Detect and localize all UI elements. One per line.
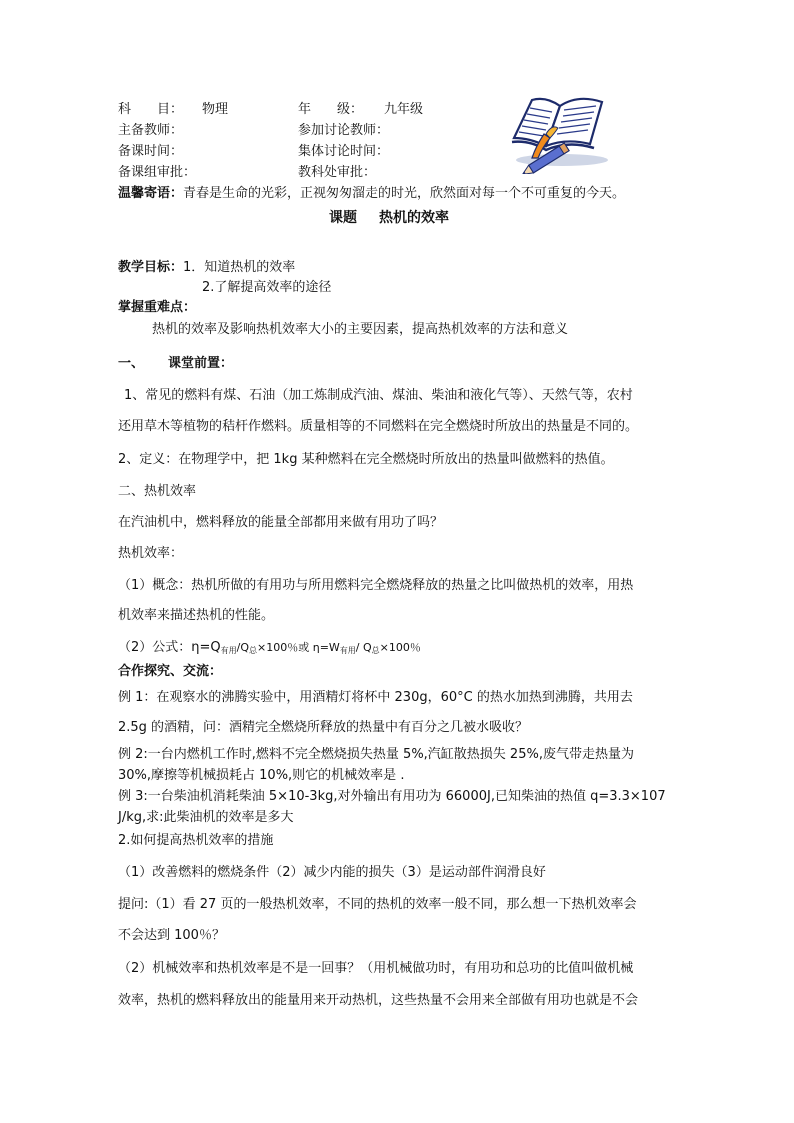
concept-line-1: （1）概念：热机所做的有用功与所用燃料完全燃烧释放的热量之比叫做热机的效率，用热	[118, 578, 634, 593]
page-title	[329, 207, 449, 227]
goal-item-2: 2.了解提高效率的途径	[202, 280, 332, 295]
cooperation-label: 合作探究、交流：	[118, 664, 223, 679]
example-3-line-1: 例 3:一台柴油机消耗柴油 5×10-3kg,对外输出有用功为 66000J,已知柴油的热值 q=3.3×107	[118, 789, 666, 804]
example-2-line-2: 30%,摩擦等机械损耗占 10%,则它的机械效率是 .	[118, 768, 405, 783]
prep-time-label: 备课时间：	[118, 144, 184, 159]
grade-value: 九年级	[384, 102, 424, 117]
efficiency-label: 热机效率：	[118, 546, 184, 561]
subject-value: 物理	[202, 102, 229, 117]
paragraph-1-line-1: 1、常见的燃料有煤、石油（加工炼制成汽油、煤油、柴油和液化气等）、天然气等，农村	[124, 388, 633, 403]
example-2-line-1: 例 2:一台内燃机工作时,燃料不完全燃烧损失热量 5%,汽缸散热损失 25%,废气带走热量为	[118, 747, 634, 762]
title-text: 热机的效率	[379, 210, 449, 226]
question: 在汽油机中，燃料释放的能量全部都用来做有用功了吗？	[118, 515, 444, 530]
formula: （2）公式：$\eta=Q_{有用}/Q_总\times 100$％或 $\eta=W_{有用}/$ $Q_总\times 100$％	[118, 640, 421, 655]
difficulty-label: 掌握重难点：	[118, 300, 197, 315]
measures-title: 2.如何提高热机效率的措施	[118, 833, 274, 848]
section-1-title: 课堂前置：	[168, 356, 234, 371]
difficulty-text: 热机的效率及影响热机效率大小的主要因素，提高热机效率的方法和意义	[152, 322, 569, 337]
example-1-line-1: 例 1：在观察水的沸腾实验中，用酒精灯将杯中 230g，60°C 的热水加热到沸腾，共用去	[118, 690, 633, 705]
goals-line-1	[118, 256, 295, 275]
ask-line-1: 提问:（1）看 27 页的一般热机效率，不同的热机的效率一般不同，那么想一下热机效率会	[118, 897, 637, 912]
section-1-number: 一、	[118, 356, 145, 371]
section-1-heading	[118, 352, 233, 371]
motto	[118, 182, 625, 201]
title-prefix: 课题	[329, 210, 357, 226]
example-1-line-2: 2.5g 的酒精，问：酒精完全燃烧所释放的热量中有百分之几被水吸收？	[118, 720, 529, 735]
goal-item-1: 1．知道热机的效率	[183, 260, 296, 275]
subject-label: 科 目：	[118, 102, 184, 117]
question-2-line-2: 效率，热机的燃料释放出的能量用来开动热机，这些热量不会用来全部做有用功也就是不会	[118, 993, 639, 1008]
question-2-line-1: （2）机械效率和热机效率是不是一回事？（用机械做功时，有用功和总功的比值叫做机械	[118, 961, 634, 976]
motto-text: 青春是生命的光彩，正视匆匆溜走的时光，欣然面对每一个不可重复的今天。	[183, 186, 626, 201]
office-review-label: 教科处审批：	[298, 165, 377, 180]
grade-label: 年 级：	[298, 102, 364, 117]
group-review-label: 备课组审批：	[118, 165, 197, 180]
group-time-label: 集体讨论时间：	[298, 144, 390, 159]
motto-label: 温馨寄语：	[118, 186, 184, 201]
book-pencil-illustration	[506, 94, 614, 174]
participants-label: 参加讨论教师：	[298, 123, 390, 138]
ask-line-2: 不会达到 100％？	[118, 928, 225, 943]
lead-teacher-label: 主备教师：	[118, 123, 184, 138]
concept-line-2: 机效率来描述热机的性能。	[118, 608, 275, 623]
measures-list: （1）改善燃料的燃烧条件（2）减少内能的损失（3）是运动部件润滑良好	[118, 865, 546, 880]
goals-label: 教学目标：	[118, 260, 184, 275]
example-3-line-2: J/kg,求:此柴油机的效率是多大	[118, 810, 294, 825]
paragraph-2: 2、定义：在物理学中，把 1kg 某种燃料在完全燃烧时所放出的热量叫做燃料的热值。	[118, 452, 614, 467]
section-2-heading: 二、热机效率	[118, 484, 197, 499]
paragraph-1-line-2: 还用草木等植物的秸杆作燃料。质量相等的不同燃料在完全燃烧时所放出的热量是不同的。	[118, 419, 639, 434]
